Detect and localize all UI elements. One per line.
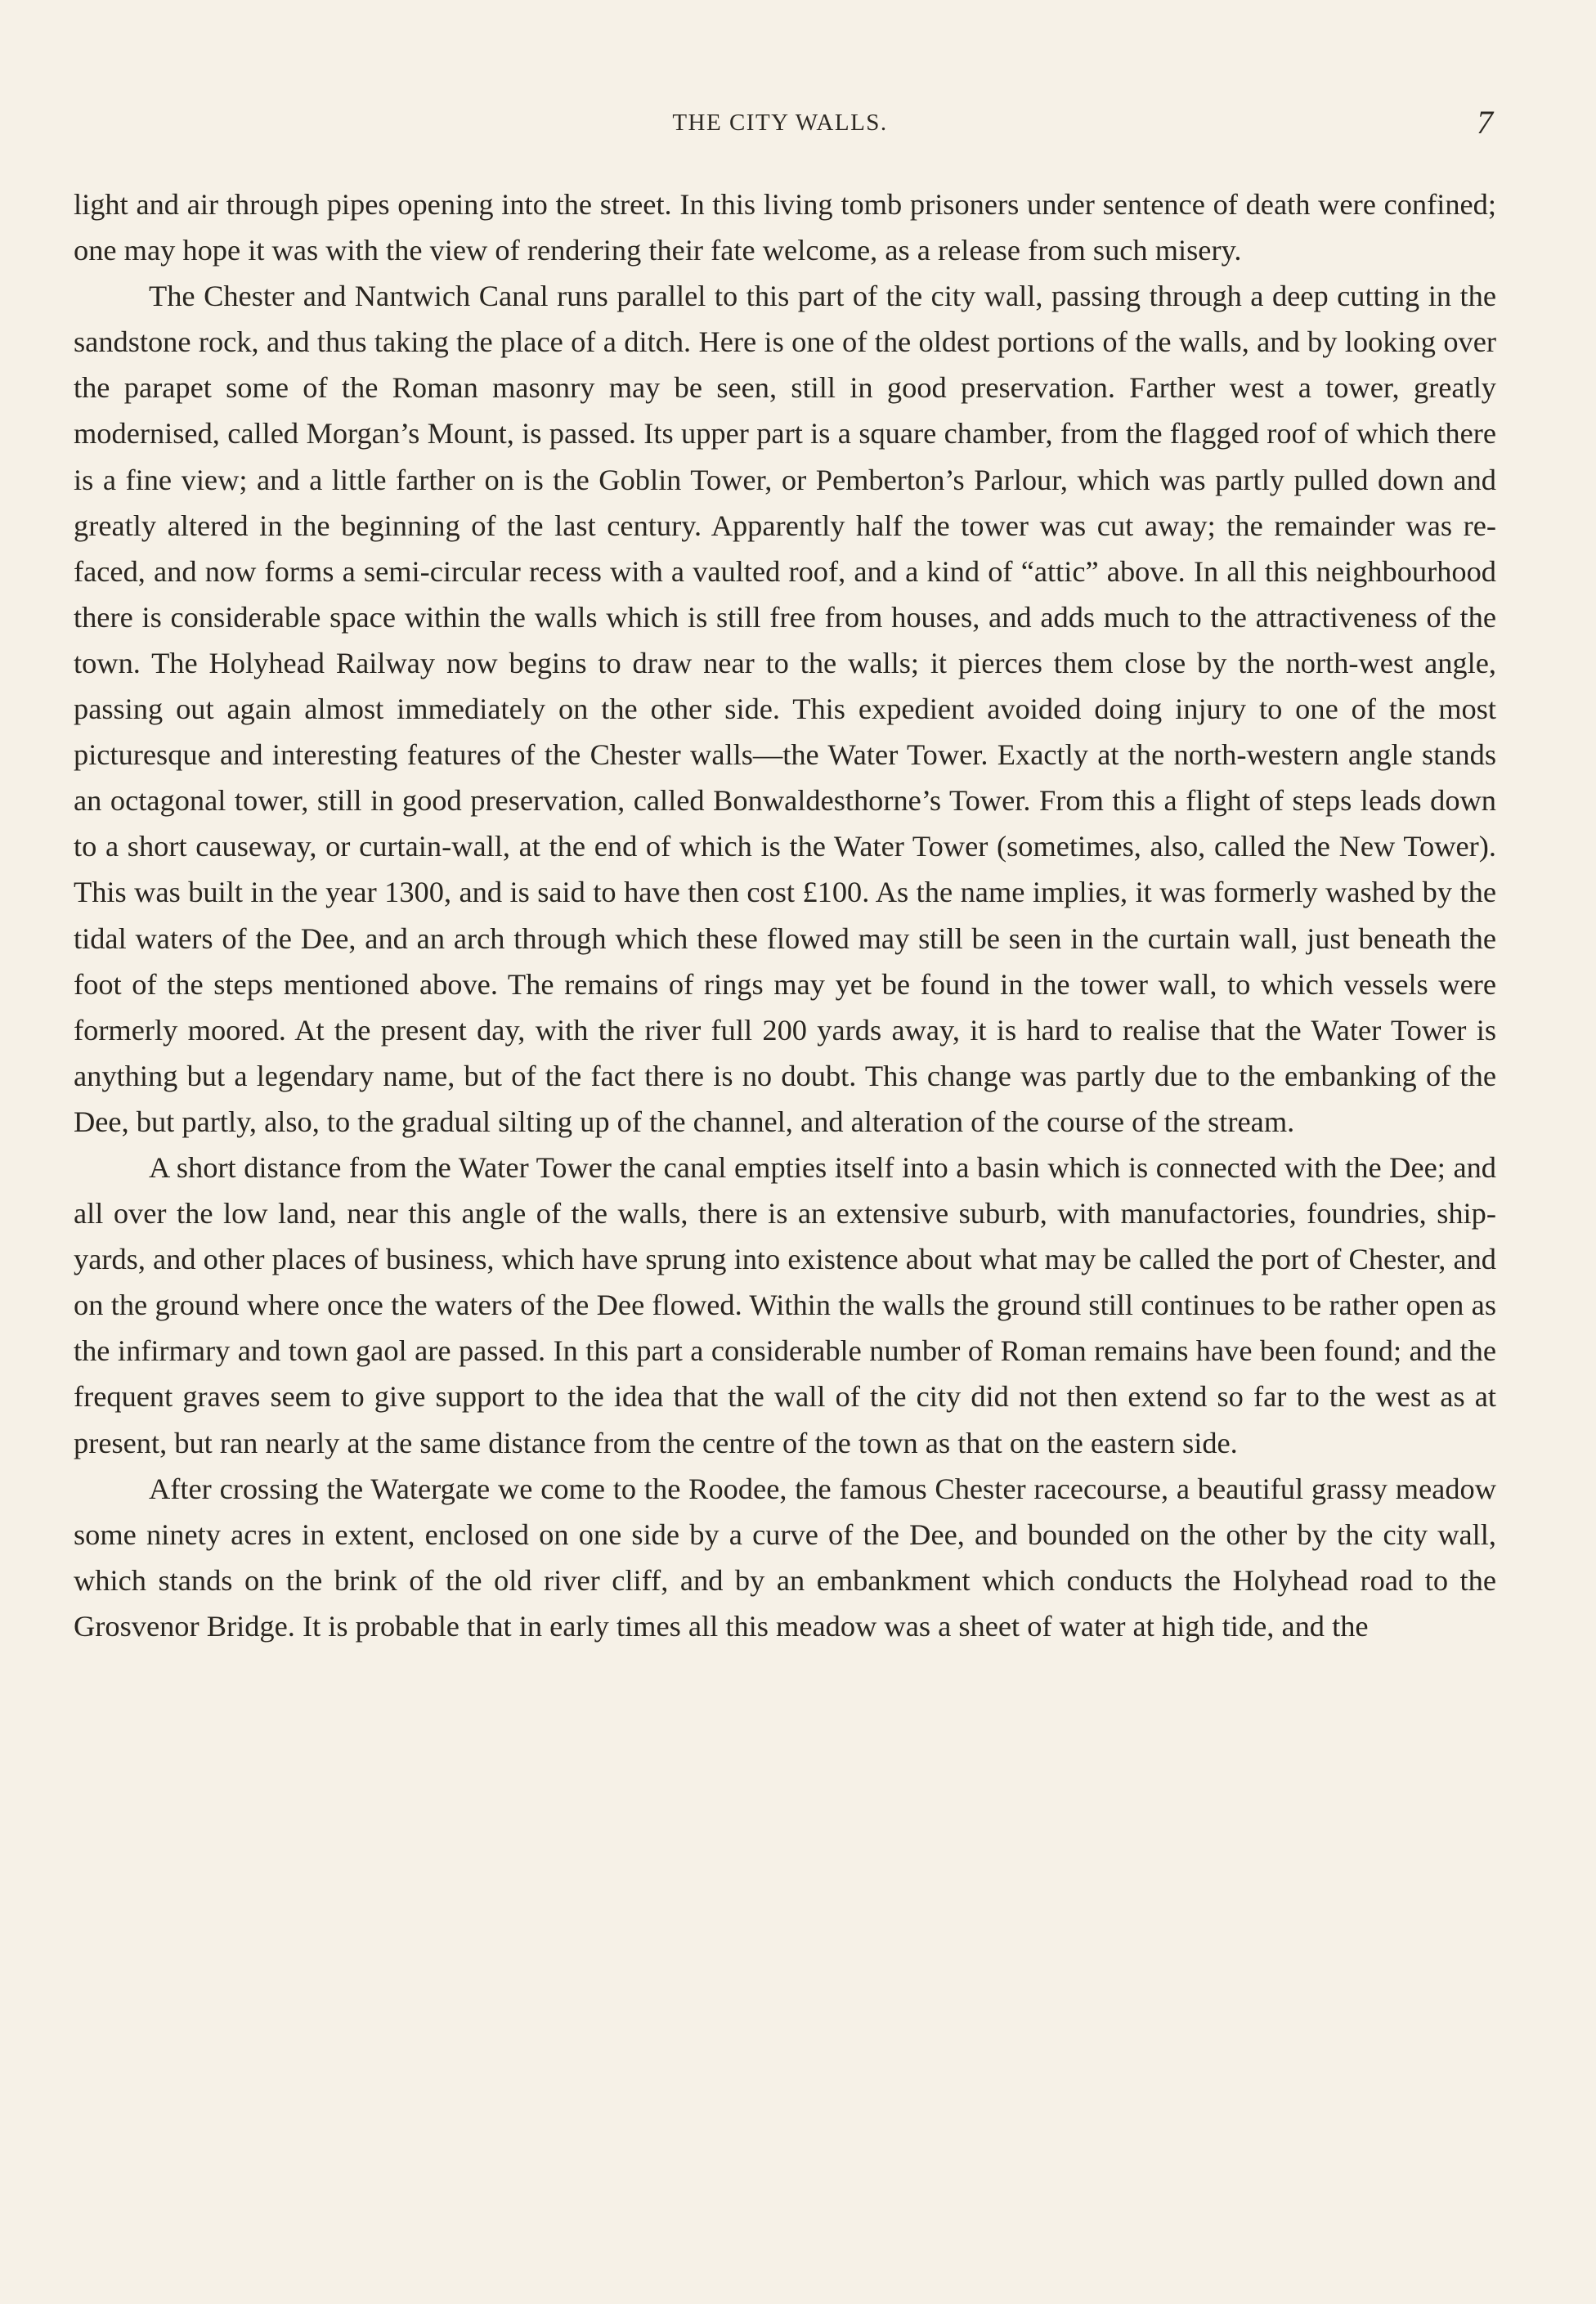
running-head [0,104,1596,142]
paragraph-basin-and-suburb: A short distance from the Water Tower the canal empties itself into a basin which is connected with the Dee; and all over the low land, near this angle of the walls, there is an extensive suburb, with manufactories, foundries, ship-yards, and other places of business, which have sprung into existence about what may be called the port of Chester, and on the ground where once the waters of the Dee flowed. Within the walls the ground still continues to be rather open as the infirmary and town gaol are passed. In this part a considerable number of Roman remains have been found; and the frequent graves seem to give support to the idea that the wall of the city did not then extend so far to the west as at present, but ran nearly at the same distance from the centre of the town as that on the eastern side. [74,1150,1496,1459]
paragraph-continued: light and air through pipes opening into the street. In this living tomb prisoners under sentence of death were confined; one may hope it was with the view of rendering their fate welcome, as a release from such misery. [74,188,1496,267]
running-title: THE CITY WALLS. [672,110,888,136]
paragraph-canal-and-water-tower: The Chester and Nantwich Canal runs parallel to this part of the city wall, passing through a deep cutting in the sandstone rock, and thus taking the place of a ditch. Here is one of the oldest portions of the walls, and by looking over the parapet some of the Roman masonry may be seen, still in good preservation. Farther west a tower, greatly modernised, called Morgan’s Mount, is passed. Its upper part is a square chamber, from the flagged roof of which there is a fine view; and a little farther on is the Goblin Tower, or Pemberton’s Parlour, which was partly pulled down and greatly altered in the beginning of the last century. Apparently half the tower was cut away; the remainder was re-faced, and now forms a semi-circular recess with a vaulted roof, and a kind of “attic” above. In all this neighbourhood there is considerable space within the walls which is still free from houses, and adds much to the attractiveness of the town. The Holyhead Railway now begins to draw near to the walls; it pierces them close by the north-west angle, passing out again almost immediately on the other side. This expedient avoided doing injury to one of the most picturesque and interesting features of the Chester walls—the Water Tower. Exactly at the north-western angle stands an octagonal tower, still in good preservation, called Bonwaldesthorne’s Tower. From this a flight of steps leads down to a short causeway, or curtain-wall, at the end of which is the Water Tower (sometimes, also, called the New Tower). This was built in the year 1300, and is said to have then cost £100. As the name implies, it was formerly washed by the tidal waters of the Dee, and an arch through which these flowed may still be seen in the curtain wall, just beneath the foot of the steps mentioned above. The remains of rings may yet be found in the tower wall, to which vessels were formerly moored. At the present day, with the river full 200 yards away, it is hard to realise that the Water Tower is anything but a legendary name, but of the fact there is no doubt. This change was partly due to the embanking of the Dee, but partly, also, to the gradual silting up of the channel, and alteration of the course of the stream. [74,280,1496,1138]
page-number: 7 [1477,104,1493,141]
paragraph-roodee: After crossing the Watergate we come to the Roodee, the famous Chester racecourse, a beautiful grassy meadow some ninety acres in extent, enclosed on one side by a curve of the Dee, and bounded on the other by the city wall, which stands on the brink of the old river cliff, and by an embankment which conducts the Holyhead road to the Grosvenor Bridge. It is probable that in early times all this meadow was a sheet of water at high tide, and the [74,1472,1496,1643]
body-text [74,182,1496,1649]
